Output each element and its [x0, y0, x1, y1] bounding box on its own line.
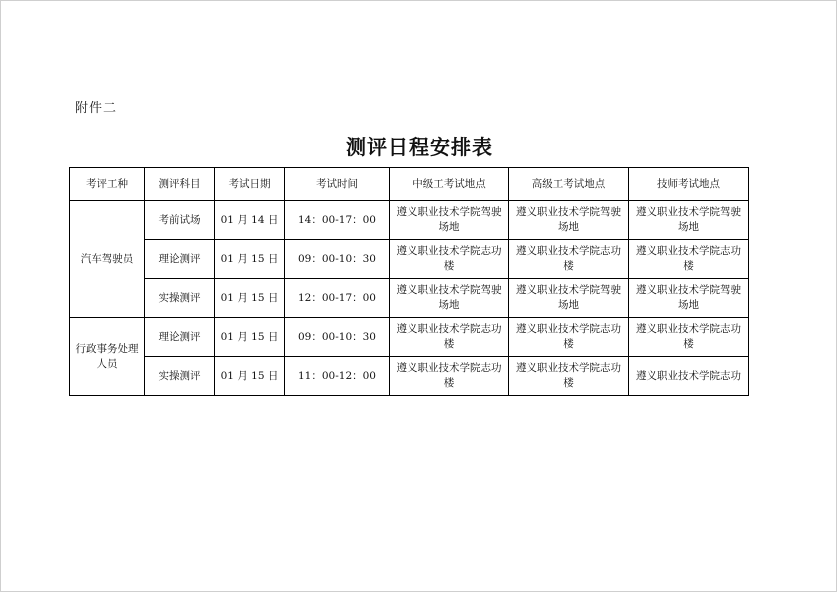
header-time: 考试时间 [285, 168, 390, 201]
date-cell: 01 月 15 日 [215, 279, 285, 318]
senior-location-cell: 遵义职业技术学院驾驶场地 [509, 201, 629, 240]
table-row [70, 201, 749, 240]
header-mid-location: 中级工考试地点 [390, 168, 509, 201]
header-date: 考试日期 [215, 168, 285, 201]
table-row [70, 279, 749, 318]
tech-location-cell: 遵义职业技术学院志功 [629, 357, 749, 396]
job-cell: 汽车驾驶员 [70, 201, 145, 318]
job-cell: 行政事务处理人员 [70, 318, 145, 396]
table-row [70, 240, 749, 279]
subject-cell: 理论测评 [145, 240, 215, 279]
time-cell: 09：00-10：30 [285, 318, 390, 357]
senior-location-cell: 遵义职业技术学院志功楼 [509, 318, 629, 357]
senior-location-cell: 遵义职业技术学院志功楼 [509, 240, 629, 279]
senior-location-cell: 遵义职业技术学院驾驶场地 [509, 279, 629, 318]
subject-cell: 考前试场 [145, 201, 215, 240]
senior-location-cell: 遵义职业技术学院志功楼 [509, 357, 629, 396]
header-job: 考评工种 [70, 168, 145, 201]
tech-location-cell: 遵义职业技术学院驾驶场地 [629, 279, 749, 318]
date-cell: 01 月 15 日 [215, 357, 285, 396]
mid-location-cell: 遵义职业技术学院志功楼 [390, 318, 509, 357]
attachment-label: 附件二 [75, 101, 118, 116]
tech-location-cell: 遵义职业技术学院志功楼 [629, 318, 749, 357]
time-cell: 09：00-10：30 [285, 240, 390, 279]
header-subject: 测评科目 [145, 168, 215, 201]
time-cell: 12：00-17：00 [285, 279, 390, 318]
time-cell: 14：00-17：00 [285, 201, 390, 240]
tech-location-cell: 遵义职业技术学院驾驶场地 [629, 201, 749, 240]
subject-cell: 实操测评 [145, 279, 215, 318]
table-row [70, 357, 749, 396]
time-cell: 11：00-12：00 [285, 357, 390, 396]
subject-cell: 理论测评 [145, 318, 215, 357]
mid-location-cell: 遵义职业技术学院志功楼 [390, 357, 509, 396]
table-header-row [70, 168, 749, 201]
subject-cell: 实操测评 [145, 357, 215, 396]
tech-location-cell: 遵义职业技术学院志功楼 [629, 240, 749, 279]
date-cell: 01 月 15 日 [215, 318, 285, 357]
date-cell: 01 月 14 日 [215, 201, 285, 240]
header-tech-location: 技师考试地点 [629, 168, 749, 201]
table-row [70, 318, 749, 357]
header-senior-location: 高级工考试地点 [509, 168, 629, 201]
mid-location-cell: 遵义职业技术学院驾驶场地 [390, 201, 509, 240]
mid-location-cell: 遵义职业技术学院志功楼 [390, 240, 509, 279]
schedule-table [69, 167, 749, 396]
date-cell: 01 月 15 日 [215, 240, 285, 279]
page-title: 测评日程安排表 [346, 135, 493, 159]
mid-location-cell: 遵义职业技术学院驾驶场地 [390, 279, 509, 318]
